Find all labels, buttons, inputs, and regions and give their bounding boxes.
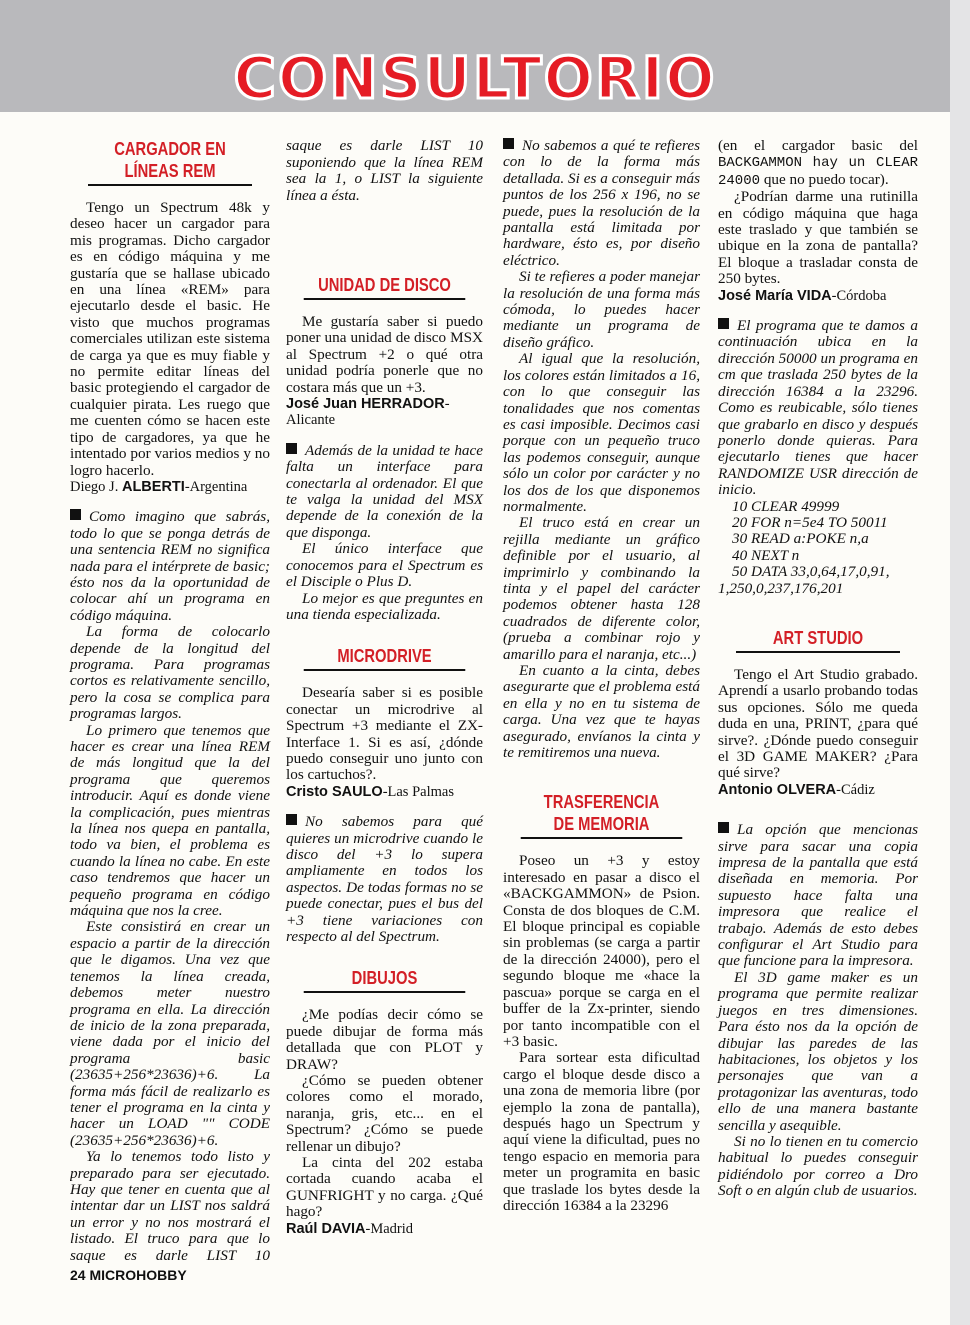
answer-text: Este consistirá en crear un espacio a partir de la dirección que le digamos. Una vez que tenemos la línea creada, debemos meter nuestro programa en ella. La dirección de inicio de la zona preparada, viene dada por el inicio del programa basic (23635+256*23636)+6. La forma más fácil de realizarlo es tener el programa en la cinta y hacer un LOAD "" CODE (23635+256*23636)+6. xyxy=(70,918,270,1149)
answer-text: No sabemos para qué quieres un microdrive cuando le disco del +3 lo supera ampliamente en todos los aspectos. De todas formas no se puede conectar, pues el bus del +3 tiene variaciones con respecto al del Spectrum. xyxy=(286,813,483,945)
heading-art-studio: ART STUDIO xyxy=(736,627,900,653)
answer-text: El programa que te damos a continuación ubica en la dirección 50000 un programa en cm que traslada 250 bytes de la dirección 16384 a la 23296. Como es reubicable, sólo tienes que grabarlo en disco y después ponerlo donde quieras. Para ejecutarlo tienes que hacer RANDOMIZE USR dirección de inicio. xyxy=(718,317,918,499)
answer-text: Además de la unidad te hace falta un interface para conectarla al ordenador. El que te valga la unidad del MSX depende de la conexión de la que disponga. xyxy=(286,441,483,541)
answer-text: Lo mejor es que preguntes en una tienda especializada. xyxy=(286,589,483,623)
answer-text: Lo primero que tenemos que hacer es crear una línea REM de más longitud que la del programa que queremos introducir. Aquí es donde viene la complicación, pues mientras la línea nos quepa en pantalla, todo va bien, el problema es cuando la línea no cabe. En este caso tendremos que hacer un pequeño programa en código máquina que nos la cree. xyxy=(70,721,270,920)
answer-text: Ya lo tenemos todo listo y preparado para ser ejecutado. Hay que tener en cuenta que al intentar dar un LIST nos saldrá un error y no nos mostrará el listado. El truco para que lo saque es darle LIST 10 xyxy=(70,1149,270,1264)
heading-trasferencia-memoria: TRASFERENCIA DE MEMORIA xyxy=(521,791,683,839)
heading-dibujos: DIBUJOS xyxy=(304,967,466,993)
code-line: 30 READ a:POKE n,a xyxy=(732,530,869,548)
answer-text: El truco está en crear un rejilla mediante un gráfico definible por el usuario, al imprimirlo y combinando la tinta y el papel del carácter podemos obtener hasta 128 cuadrados de diferente color, (prueba a combinar rojo y amarillo para el naranja, etc...) xyxy=(503,514,700,663)
page-edge xyxy=(950,0,970,1325)
answer-text: No sabemos a qué te refieres con lo de la forma más detallada. Si es a conseguir más puntos de los 256 x 196, no se puede, pues la resolución de la pantalla está limitada por hardware, ésto es, por diseño eléctrico. xyxy=(503,137,700,269)
question-text: La cinta del 202 estaba cortada cuando acaba el GUNFRIGHT y no carga. ¿Qué hago? xyxy=(286,1154,483,1221)
heading-microdrive: MICRODRIVE xyxy=(304,645,466,671)
column-1 xyxy=(70,138,270,1263)
code-line: 40 NEXT n xyxy=(732,546,800,564)
square-bullet-icon xyxy=(286,443,297,454)
column-2 xyxy=(286,138,483,1237)
column-4 xyxy=(718,138,918,1200)
signature: Raúl DAVIA-Madrid xyxy=(286,1220,414,1237)
code-line: 10 CLEAR 49999 xyxy=(732,497,840,515)
question-text: Para sortear esta dificultad cargo el bloque desde disco a una zona de memoria libre (por ejemplo la zona de pantalla), después hago un Spectrum y aquí viene la dificultad, pues no tengo espacio en memoria para meter un programita en basic que traslade los bytes desde la dirección 16384 a la 23296 xyxy=(503,1049,700,1214)
page-footer: 24 MICROHOBBY xyxy=(70,1267,187,1283)
column-3 xyxy=(503,138,700,1214)
question-text: Tengo el Art Studio grabado. Aprendí a usarlo probando todas sus opciones. Sólo me queda duda en una, PRINT, ¿para qué sirve?. ¿Dónde puedo conseguir el 3D GAME MAKER? ¿Para qué sirve? xyxy=(718,665,918,782)
question-text: Desearía saber si es posible conectar un microdrive al Spectrum +3 mediante el ZX-Interface 1. Si es así, ¿dónde puedo conseguir uno junto con los cartuchos?. xyxy=(286,684,483,784)
answer-text: La opción que mencionas sirve para sacar una copia impresa de la pantalla que está diseñada en memoria. Por supuesto hace falta una impresora que realice el trabajo. Además de esto debes configurar el Art Studio para que funcione para la impresora. xyxy=(718,821,918,970)
answer-text: Al igual que la resolución, los colores están limitados a 16, con lo que conseguir las tonalidades que nos comentas es casi imposible. Decimos casi porque con un pequeño truco las podemos conseguir, aunque sólo un color por carácter y no los dos de los que disponemos normalmente. xyxy=(503,350,700,515)
code-line: 50 DATA 33,0,64,17,0,91, xyxy=(732,563,890,581)
heading-cargador-rem: CARGADOR EN LÍNEAS REM xyxy=(88,138,252,186)
square-bullet-icon xyxy=(718,318,729,329)
answer-text: Si no lo tienen en tu comercio habitual lo puedes conseguir pidiéndolo por correo a Dro Soft o en algún club de usuarios. xyxy=(718,1132,918,1200)
question-text: ¿Me podías decir cómo se puede dibujar de forma más detallada que con PLOT y DRAW? xyxy=(286,1006,483,1073)
heading-unidad-disco: UNIDAD DE DISCO xyxy=(304,274,466,300)
code-line: 1,250,0,237,176,201 xyxy=(718,579,844,597)
question-text: ¿Cómo se pueden obtener colores como el morado, naranja, gris, etc... en el Spectrum? ¿Cómo se puede rellenar un dibujo? xyxy=(286,1072,483,1155)
answer-text: La forma de colocarlo depende de la longitud del programa. Para programas cortos es relativamente sencillo, pero la cosa se complica para programas largos. xyxy=(70,623,270,723)
question-text: Me gustaría saber si puedo poner una unidad de disco MSX al Spectrum +2 o qué otra unidad podría ponerle que no costara más que un +3. xyxy=(286,313,483,396)
code-line: 20 FOR n=5e4 TO 50011 xyxy=(732,513,888,531)
question-text: ¿Podrían darme una rutinilla en código máquina que haga este traslado y que también se ubique en la zona de pantalla? El bloque a trasladar consta de 250 bytes. xyxy=(718,188,918,288)
answer-text: Como imagino que sabrás, todo lo que se ponga detrás de una sentencia REM no significa nada para el intérprete de basic; ésto nos da la oportunidad de colocar ahí un programa en código máquina. xyxy=(70,508,270,624)
signature: Antonio OLVERA-Cádiz xyxy=(718,781,875,798)
square-bullet-icon xyxy=(718,822,729,833)
question-text: Poseo un +3 y estoy interesado en pasar a disco el «BACKGAMMON» de Psion. Consta de dos bloques de C.M. El bloque principal es copiable sin problemas (se carga a partir de la dirección 24000), pero el segundo bloque me «hace la pascua» porque se carga en el buffer de la Zx-printer, siendo por tanto incompatible con el +3 basic. xyxy=(503,852,700,1050)
answer-text: En cuanto a la cinta, debes asegurarte que el problema está en ella y no en tu sistema de carga. Una vez que te hayas asegurado, envíanos la cinta y te remitiremos una nueva. xyxy=(503,662,700,762)
square-bullet-icon xyxy=(503,138,514,149)
question-text: Tengo un Spectrum 48k y deseo hacer un cargador para mis programas. Dicho cargador es en código máquina y me gustaría que se hallase ubicado en una línea «REM» para ejecutarlo desde el basic. He visto que muchos programas comerciales utilizan este sistema de carga ya que es muy fiable y no permite editar líneas del basic protegiendo el cargador de cualquier pirata. Les ruego que me cuenten cómo se hacen este tipo de cargadores, ya que he intentado por varios medios y no logro hacerlo. xyxy=(70,199,270,479)
answer-text: El 3D game maker es un programa que permite realizar juegos en tres dimensiones. Para ésto nos da la opción de dibujar las paredes de las habitaciones, los objetos y los personajes que van a protagonizar las aventuras, todo ello de una manera bastante sencilla y asequible. xyxy=(718,968,918,1134)
signature: Cristo SAULO-Las Palmas xyxy=(286,783,454,800)
answer-text: Si te refieres a poder manejar la resolución de una forma más cómoda, lo puedes hacer mediante un programa de diseño gráfico. xyxy=(503,268,700,351)
signature: José María VIDA-Córdoba xyxy=(718,287,887,304)
question-text: (en el cargador basic del BACKGAMMON hay un CLEAR 24000 que no puedo tocar). xyxy=(718,137,918,189)
answer-text: El único interface que conocemos para el Spectrum es el Disciple o Plus D. xyxy=(286,540,483,591)
square-bullet-icon xyxy=(286,814,297,825)
answer-continuation: saque es darle LIST 10 suponiendo que la línea REM sea la 1, o LIST la siguiente línea a ésta. xyxy=(286,138,483,204)
signature: José Juan HERRADOR-Alicante xyxy=(286,396,450,429)
square-bullet-icon xyxy=(70,509,81,520)
page-title: CONSULTORIO xyxy=(233,44,717,112)
signature: Diego J. ALBERTI-Argentina xyxy=(70,478,248,495)
